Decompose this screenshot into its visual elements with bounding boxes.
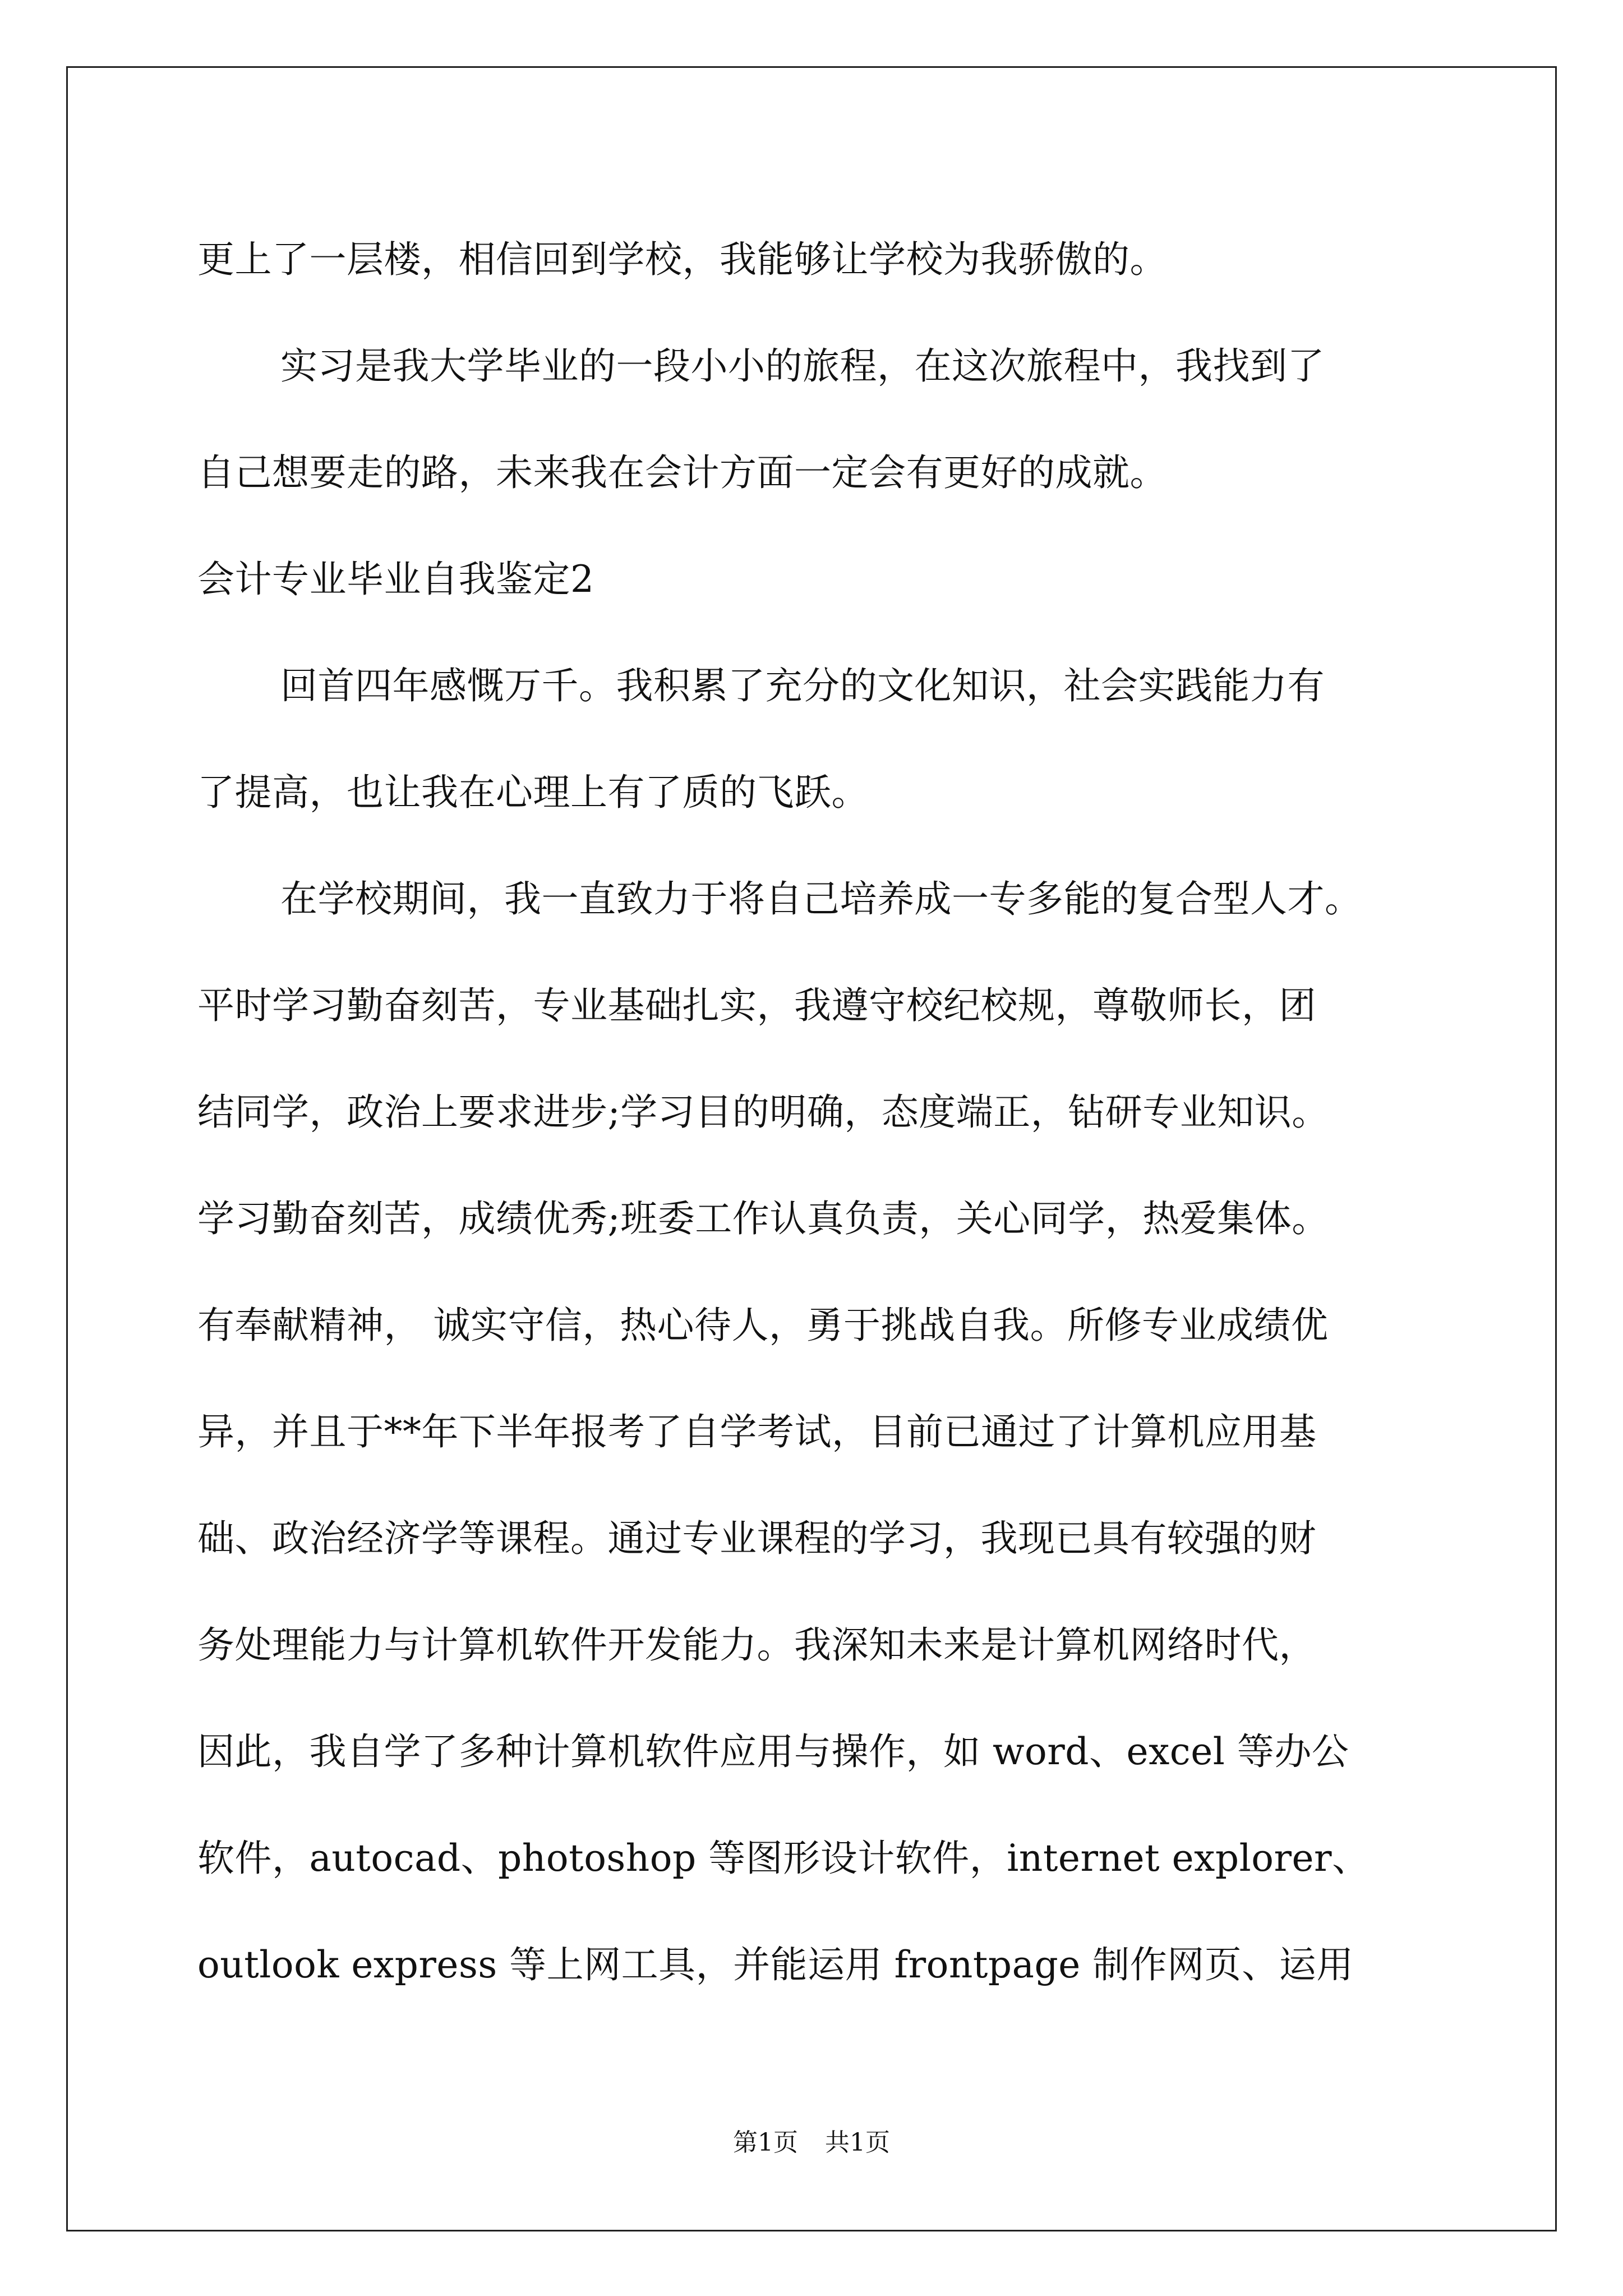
text-line-8: 平时学习勤奋刻苦，专业基础扎实，我遵守校纪校规，尊敬师长，团 — [197, 984, 1316, 1027]
text-line-12: 异，并且于**年下半年报考了自学考试，目前已通过了计算机应用基 — [197, 1410, 1317, 1453]
page-number: 第1页 — [733, 2128, 798, 2157]
text-line-11: 有奉献精神， 诚实守信，热心待人，勇于挑战自我。所修专业成绩优 — [197, 1304, 1329, 1347]
text-line-16: 软件，autocad、photoshop 等图形设计软件，internet explorer、 — [197, 1837, 1370, 1880]
text-line-3: 自己想要走的路，未来我在会计方面一定会有更好的成就。 — [197, 451, 1167, 494]
text-line-15: 因此，我自学了多种计算机软件应用与操作，如 word、excel 等办公 — [197, 1730, 1349, 1773]
text-line-9: 结同学，政治上要求进步;学习目的明确，态度端正，钻研专业知识。 — [197, 1091, 1329, 1134]
text-line-1: 更上了一层楼，相信回到学校，我能够让学校为我骄傲的。 — [197, 238, 1167, 281]
text-line-5: 回首四年感慨万千。我积累了充分的文化知识，社会实践能力有 — [280, 664, 1325, 707]
document-body — [197, 206, 1426, 2018]
page-footer — [0, 2126, 1623, 2160]
page-total: 共1页 — [825, 2128, 890, 2157]
section-heading: 会计专业毕业自我鉴定2 — [197, 558, 594, 601]
text-line-14: 务处理能力与计算机软件开发能力。我深知未来是计算机网络时代， — [197, 1623, 1316, 1667]
text-line-2: 实习是我大学毕业的一段小小的旅程，在这次旅程中，我找到了 — [280, 344, 1325, 388]
text-line-10: 学习勤奋刻苦，成绩优秀;班委工作认真负责，关心同学，热爱集体。 — [197, 1197, 1329, 1240]
text-line-13: 础、政治经济学等课程。通过专业课程的学习，我现已具有较强的财 — [197, 1517, 1316, 1560]
text-line-7: 在学校期间，我一直致力于将自己培养成一专多能的复合型人才。 — [280, 877, 1362, 921]
text-line-6: 了提高，也让我在心理上有了质的飞跃。 — [197, 771, 869, 814]
text-line-17: outlook express 等上网工具，并能运用 frontpage 制作网页、运用 — [197, 1943, 1354, 1986]
